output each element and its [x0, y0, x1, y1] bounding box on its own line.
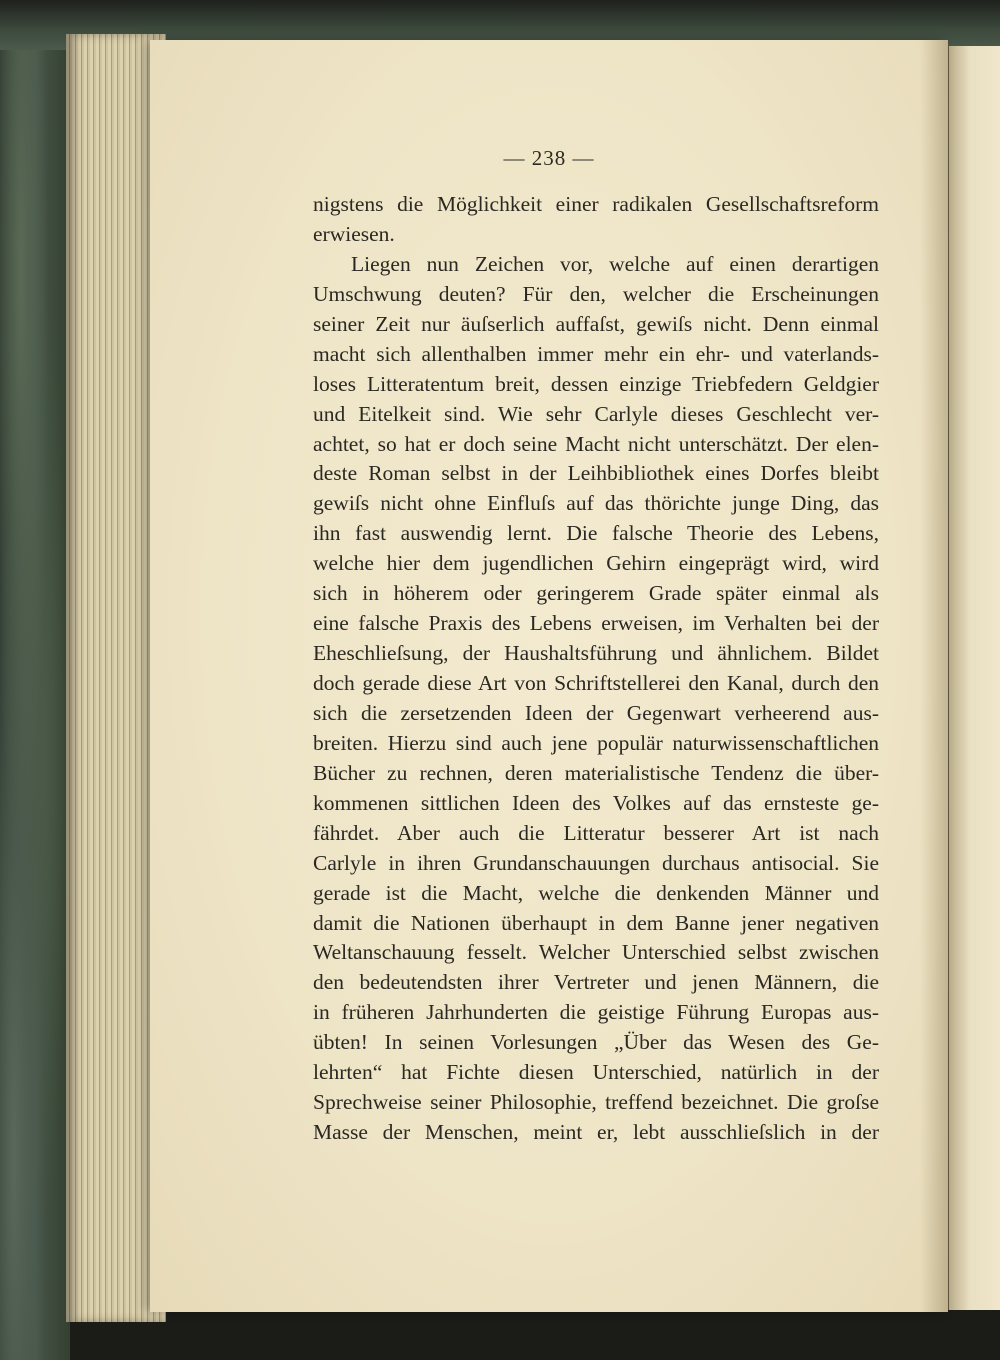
text-line: loses Litteratentum breit, dessen einzige Triebfedern Geldgier — [313, 371, 879, 396]
text-line: den bedeutendsten ihrer Vertreter und jenen Männern, die — [313, 970, 879, 995]
text-line: achtet, so hat er doch seine Macht nicht unterschätzt. Der elen- — [313, 431, 879, 456]
book-cover-board — [0, 0, 70, 1360]
text-line: sich in höherem oder geringerem Grade später einmal als — [313, 581, 879, 606]
text-line: nigstens die Möglichkeit einer radikalen Gesellschaftsreform — [313, 192, 879, 216]
facing-page-edge — [948, 46, 1000, 1310]
text-line: deste Roman selbst in der Leihbibliothek eines Dorfes bleibt — [313, 461, 879, 486]
text-line: Liegen nun Zeichen vor, welche auf einen derartigen — [351, 251, 879, 276]
text-line: Eheschlieſsung, der Haushaltsführung und ähnlichem. Bildet — [313, 641, 879, 666]
text-line: Bücher zu rechnen, deren materialistische Tendenz die über- — [313, 760, 879, 785]
text-line: gewiſs nicht ohne Einfluſs auf das thörichte junge Ding, das — [313, 491, 879, 516]
text-line: Weltanschauung fesselt. Welcher Unterschied selbst zwischen — [313, 940, 879, 965]
text-line: übten! In seinen Vorlesungen „Über das Wesen des Ge- — [313, 1030, 879, 1055]
text-line: Sprechweise seiner Philosophie, treffend bezeichnet. Die groſse — [313, 1090, 879, 1115]
text-line: erwiesen. — [313, 221, 395, 246]
text-line: welche hier dem jugendlichen Gehirn eingeprägt wird, wird — [313, 551, 879, 576]
text-line: macht sich allenthalben immer mehr ein ehr- und vaterlands- — [313, 341, 879, 366]
body-text — [313, 190, 879, 1148]
text-line: lehrten“ hat Fichte diesen Unterschied, natürlich in der — [313, 1060, 879, 1085]
text-line: ihn fast auswendig lernt. Die falsche Theorie des Lebens, — [313, 521, 879, 546]
text-line: doch gerade diese Art von Schriftstellerei den Kanal, durch den — [313, 671, 879, 695]
text-line: Umschwung deuten? Für den, welcher die Erscheinungen — [313, 281, 879, 306]
page-number: — 238 — — [503, 146, 595, 170]
text-line: eine falsche Praxis des Lebens erweisen, im Verhalten bei der — [313, 611, 879, 636]
text-line: sich die zersetzenden Ideen der Gegenwart verheerend aus- — [313, 700, 879, 725]
text-line: Carlyle in ihren Grundanschauungen durchaus antisocial. Sie — [313, 850, 879, 875]
text-line: fährdet. Aber auch die Litteratur besserer Art ist nach — [313, 820, 879, 845]
text-line: Masse der Menschen, meint er, lebt ausschlieſslich in der — [313, 1120, 879, 1145]
text-line: und Eitelkeit sind. Wie sehr Carlyle dieses Geschlecht ver- — [313, 401, 879, 426]
text-line: kommenen sittlichen Ideen des Volkes auf das ernsteste ge- — [313, 790, 879, 815]
text-line: gerade ist die Macht, welche die denkenden Männer und — [313, 880, 879, 905]
text-line: seiner Zeit nur äuſserlich auffaſst, gewiſs nicht. Denn einmal — [313, 311, 879, 336]
text-line: breiten. Hierzu sind auch jene populär naturwissenschaftlichen — [313, 730, 879, 755]
text-line: in früheren Jahrhunderten die geistige Führung Europas aus- — [313, 1000, 879, 1025]
text-line: damit die Nationen überhaupt in dem Banne jener negativen — [313, 910, 879, 935]
